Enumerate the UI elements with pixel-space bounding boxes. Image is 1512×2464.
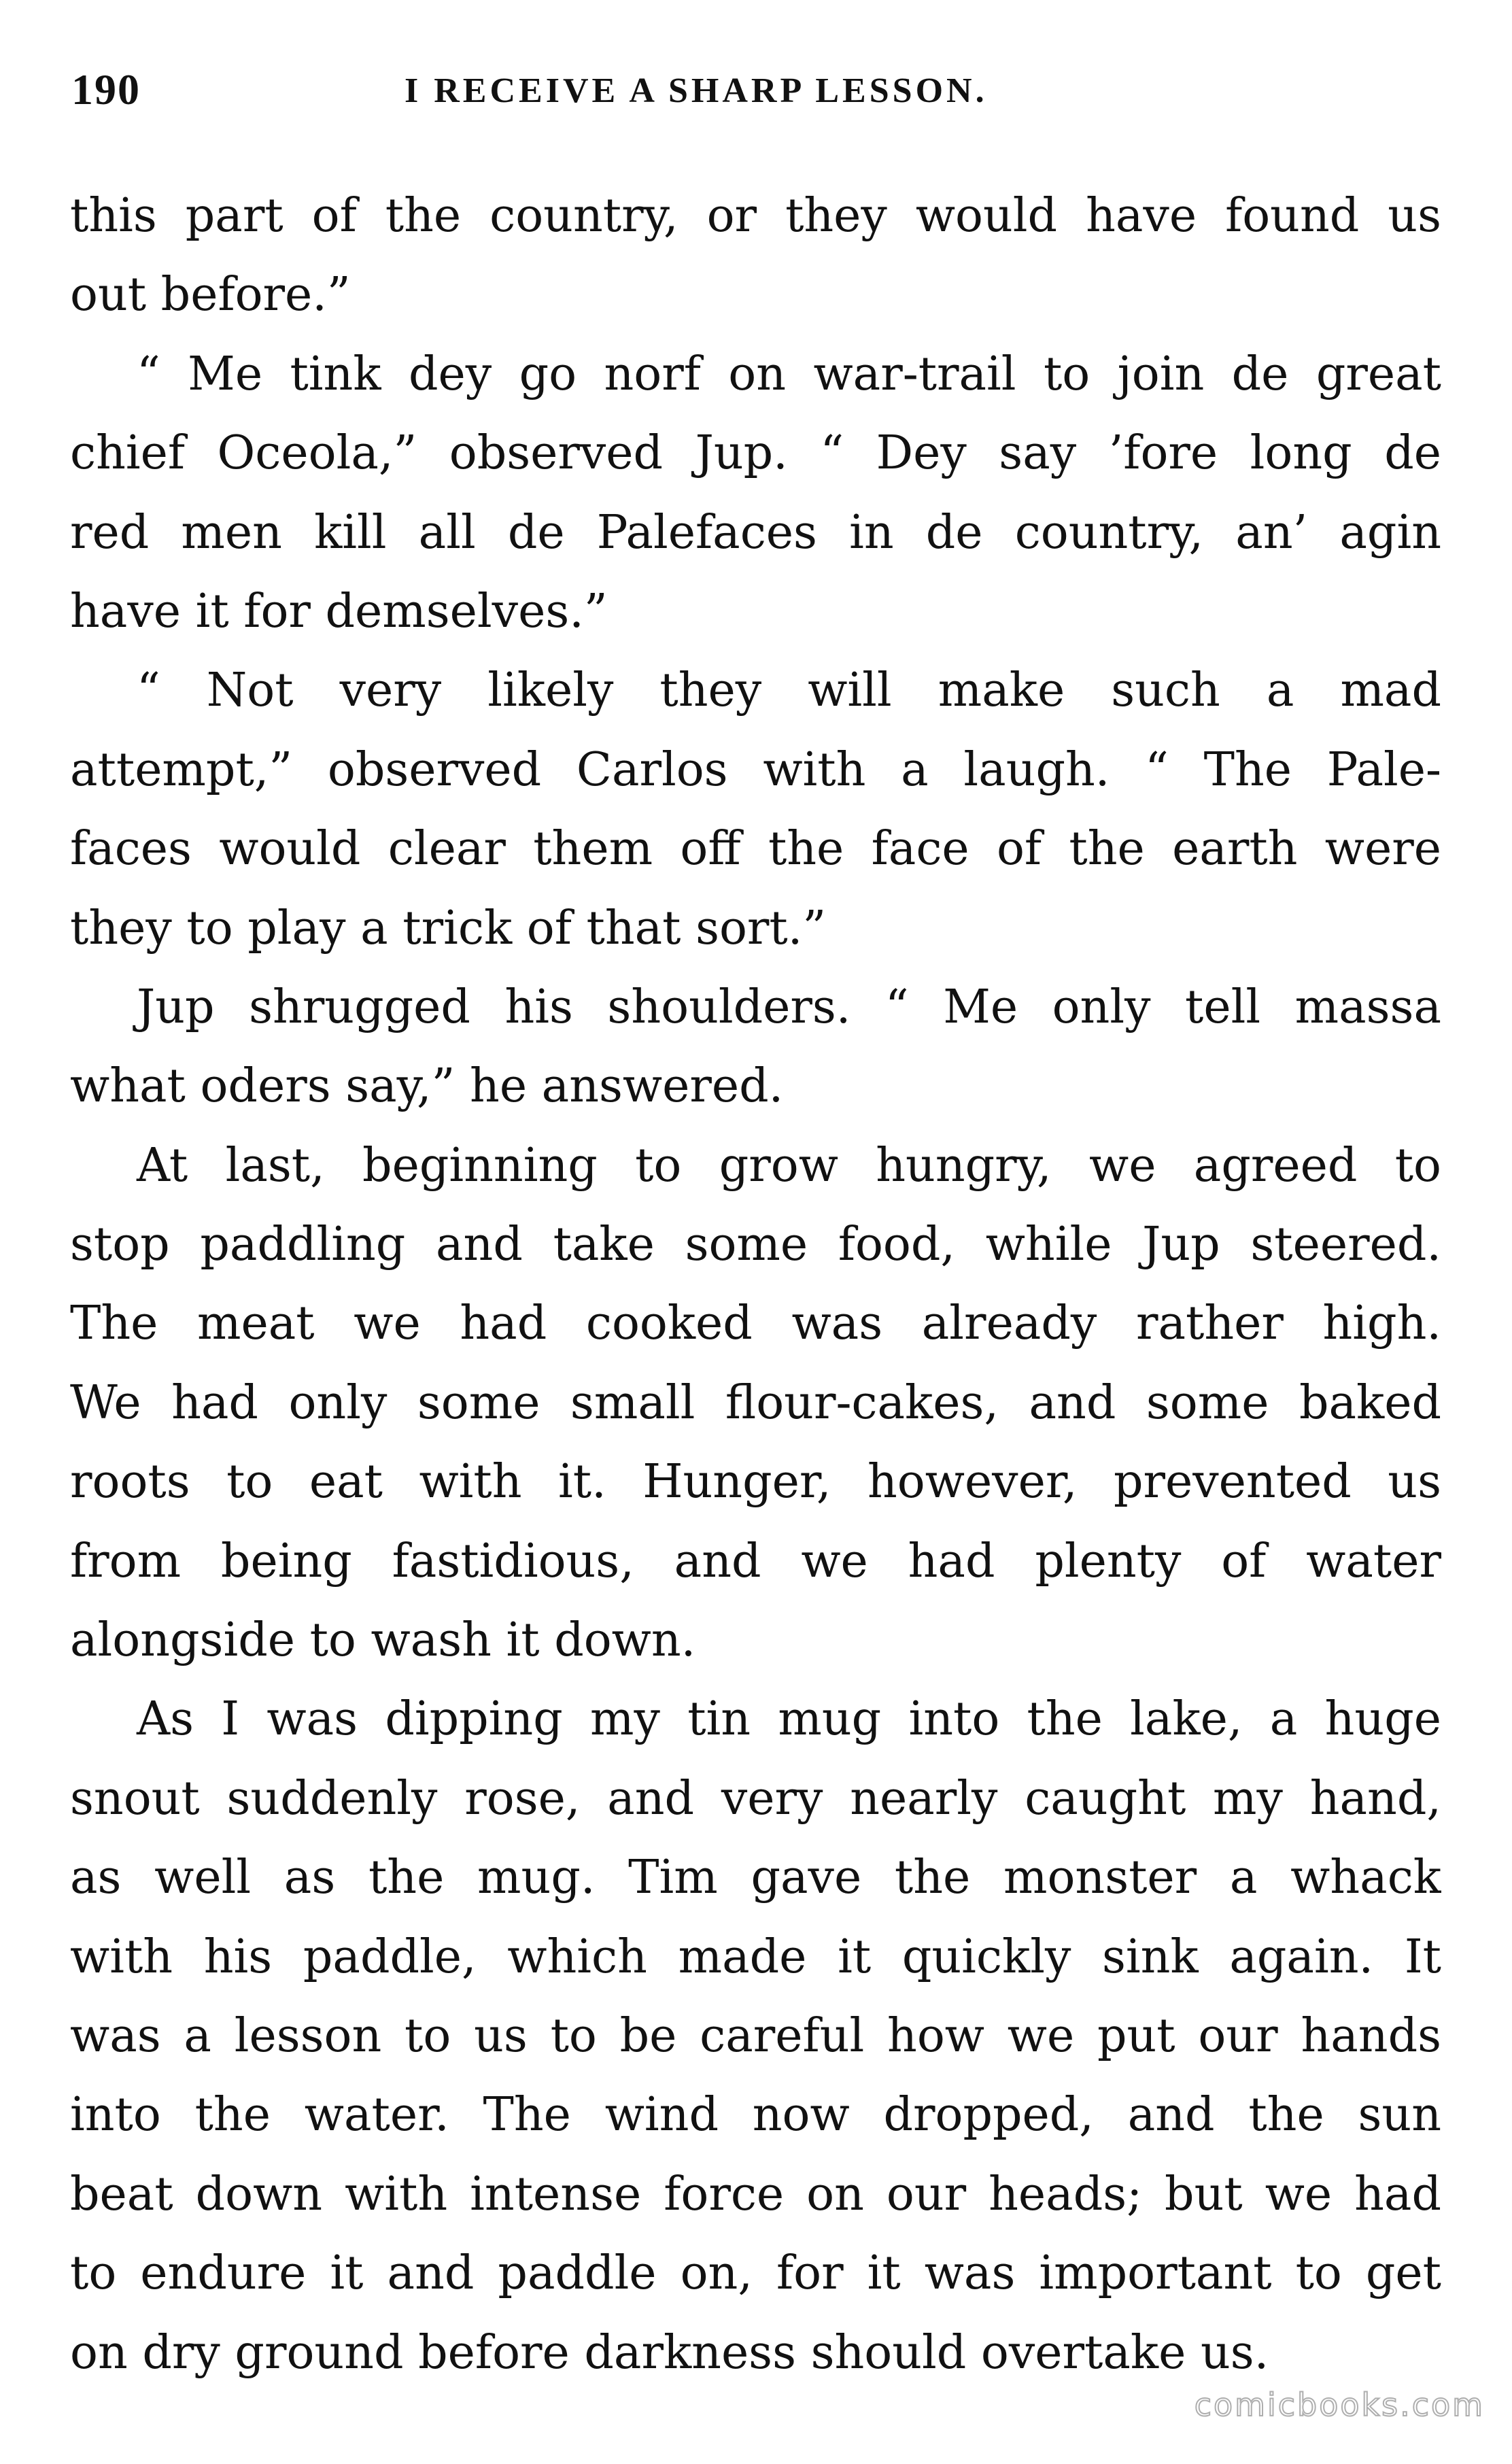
- text-line: was a lesson to us to be careful how we put our hands: [70, 2008, 1441, 2063]
- running-head: [71, 63, 1441, 117]
- text-line: with his paddle, which made it quickly sink again. It: [70, 1930, 1441, 1984]
- text-line: beat down with intense force on our heads; but we had: [70, 2167, 1441, 2221]
- chapter-title: I RECEIVE A SHARP LESSON.: [405, 71, 988, 110]
- text-line: red men kill all de Palefaces in de country, an’ agin: [70, 505, 1441, 560]
- text-line: they to play a trick of that sort.”: [70, 901, 827, 955]
- text-line: on dry ground before darkness should overtake us.: [70, 2325, 1269, 2380]
- text-line: chief Oceola,” observed Jup. “ Dey say ’fore long de: [70, 426, 1441, 481]
- text-line: Jup shrugged his shoulders. “ Me only tell massa: [137, 980, 1441, 1034]
- page-number: 190: [71, 65, 141, 114]
- text-line: to endure it and paddle on, for it was important to get: [70, 2246, 1441, 2301]
- text-line: alongside to wash it down.: [70, 1613, 696, 1668]
- text-line: from being fastidious, and we had plenty of water: [70, 1534, 1441, 1588]
- watermark: comicbooks.com: [1194, 2386, 1485, 2423]
- text-line: have it for demselves.”: [70, 584, 608, 638]
- text-line: “ Not very likely they will make such a mad: [137, 664, 1441, 718]
- text-line: as well as the mug. Tim gave the monster a whack: [70, 1851, 1441, 1905]
- text-line: At last, beginning to grow hungry, we agreed to: [137, 1138, 1441, 1193]
- text-line: snout suddenly rose, and very nearly caught my hand,: [70, 1771, 1441, 1826]
- text-line: what oders say,” he answered.: [70, 1059, 784, 1114]
- text-line: attempt,” observed Carlos with a laugh. “ The Pale-: [70, 742, 1441, 797]
- body-text: [70, 177, 1441, 2393]
- text-line: We had only some small flour-cakes, and some baked: [70, 1375, 1441, 1430]
- text-line: faces would clear them off the face of the earth were: [70, 822, 1441, 876]
- text-line: The meat we had cooked was already rather high.: [70, 1297, 1441, 1351]
- text-line: into the water. The wind now dropped, and the sun: [70, 2088, 1441, 2142]
- text-line: out before.”: [70, 268, 351, 322]
- text-line: stop paddling and take some food, while Jup steered.: [70, 1218, 1441, 1272]
- text-line: roots to eat with it. Hunger, however, prevented us: [70, 1455, 1441, 1509]
- text-line: “ Me tink dey go norf on war-trail to join de great: [137, 347, 1441, 401]
- text-line: this part of the country, or they would have found us: [70, 189, 1441, 243]
- text-line: As I was dipping my tin mug into the lake, a huge: [137, 1692, 1441, 1747]
